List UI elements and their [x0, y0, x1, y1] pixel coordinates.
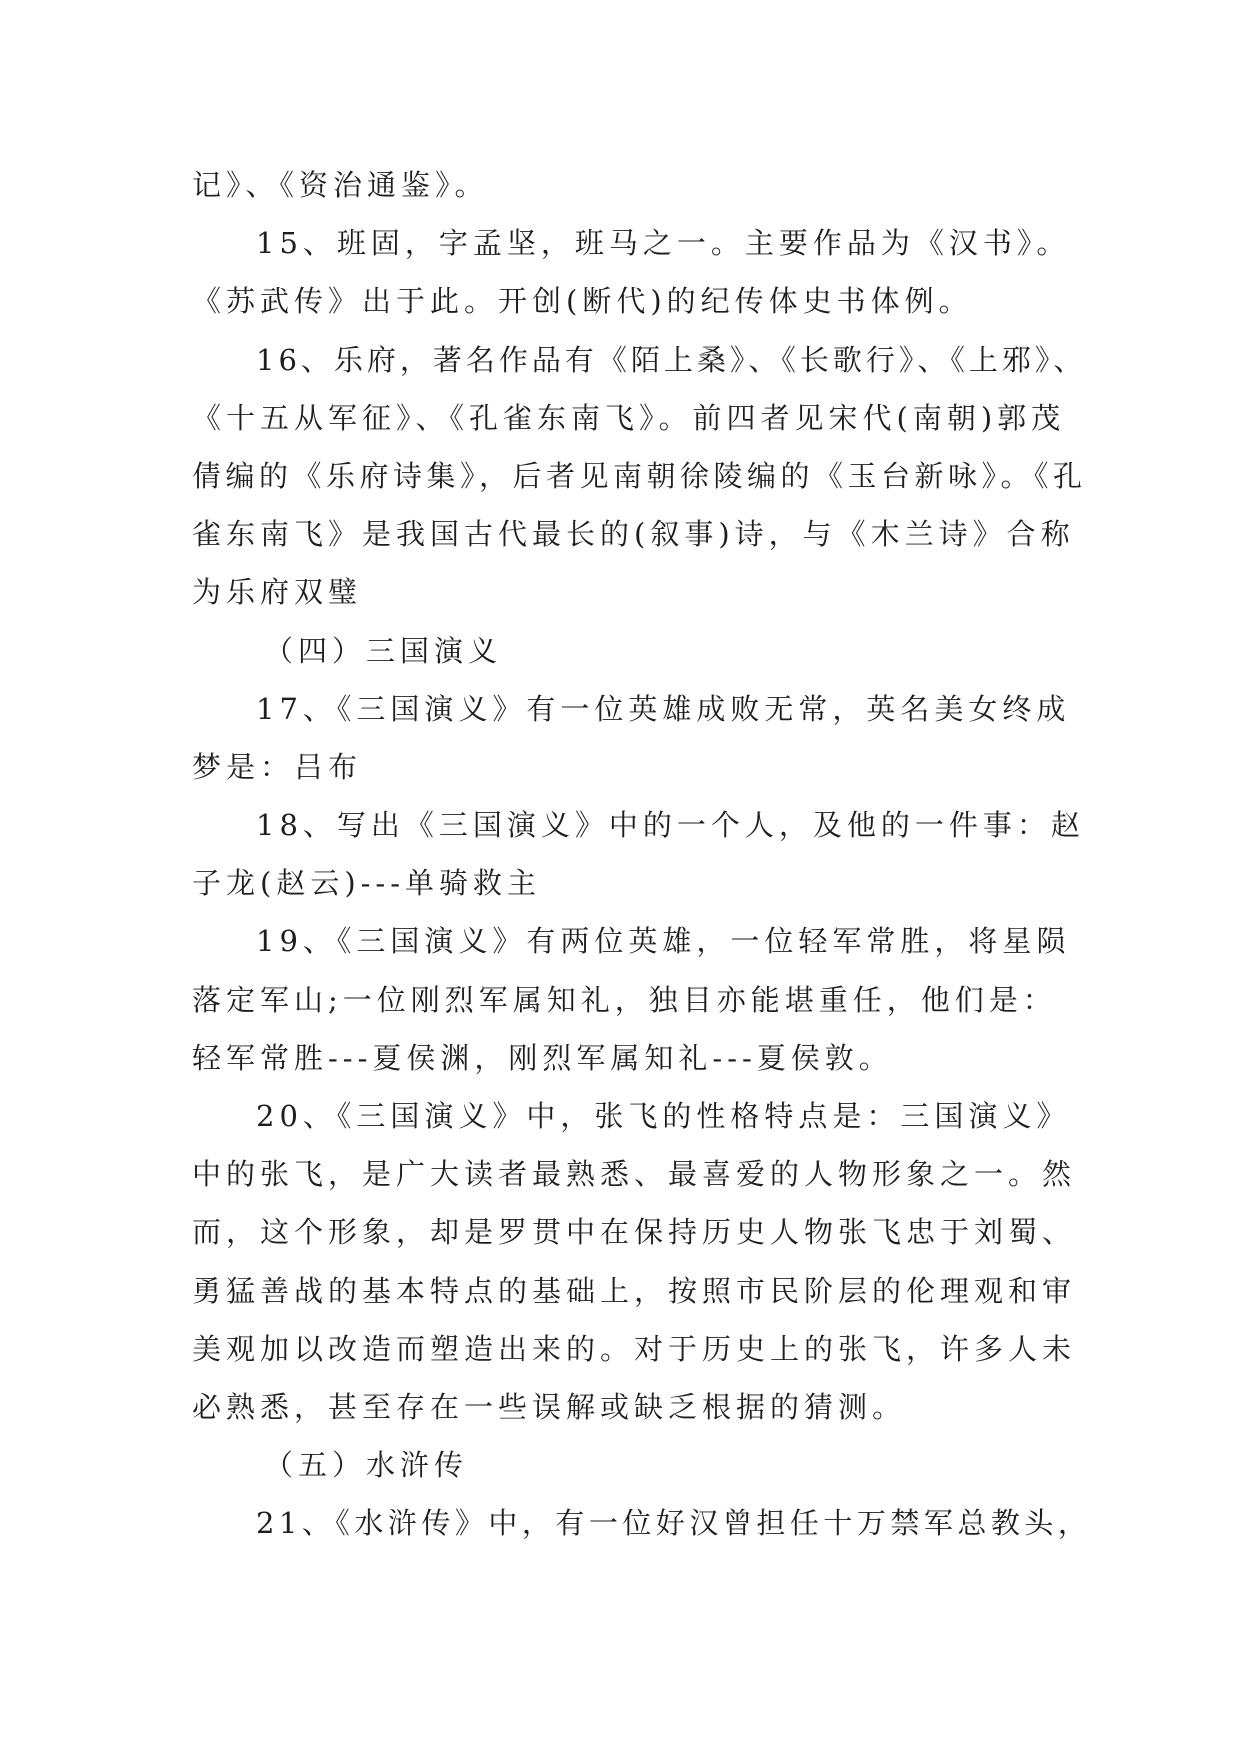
text-line: 倩编的《乐府诗集》，后者见南朝徐陵编的《玉台新咏》。《孔: [192, 458, 1087, 493]
text-line: 《苏武传》出于此。开创(断代)的纪传体史书体例。: [192, 284, 973, 319]
text-line: 梦是：吕布: [192, 749, 363, 784]
text-line: 轻军常胜---夏侯渊，刚烈军属知礼---夏侯敦。: [192, 1040, 893, 1075]
text-line: 勇猛善战的基本特点的基础上，按照市民阶层的伦理观和审: [192, 1273, 1077, 1308]
text-line: 为乐府双璧: [192, 575, 363, 610]
text-line: 子龙(赵云)---单骑救主: [192, 866, 542, 901]
text-line: 必熟悉，甚至存在一些误解或缺乏根据的猜测。: [192, 1389, 907, 1424]
text-line: 17、《三国演义》有一位英雄成败无常，英名美女终成: [256, 691, 1071, 726]
text-line: 中的张飞，是广大读者最熟悉、最喜爱的人物形象之一。然: [192, 1157, 1077, 1192]
text-line: 20、《三国演义》中，张飞的性格特点是：三国演义》: [256, 1099, 1071, 1133]
text-line: 美观加以改造而塑造出来的。对于历史上的张飞，许多人未: [192, 1331, 1077, 1366]
text-line: 21、《水浒传》中，有一位好汉曾担任十万禁军总教头，: [256, 1506, 1092, 1541]
text-line: 15、班固，字孟坚，班马之一。主要作品为《汉书》。: [256, 226, 1071, 261]
text-line: 落定军山;一位刚烈军属知礼，独目亦能堪重任，他们是：: [192, 982, 1057, 1017]
section-heading: （五）水浒传: [264, 1448, 469, 1483]
document-body: [192, 156, 1092, 1553]
text-line: 雀东南飞》是我国古代最长的(叙事)诗，与《木兰诗》合称: [192, 517, 1075, 552]
text-line: 记》、《资治通鉴》。: [192, 168, 489, 202]
text-line: 《十五从军征》、《孔雀东南飞》。前四者见宋代(南朝)郭茂: [192, 400, 1066, 435]
text-line: 18、写出《三国演义》中的一个人，及他的一件事：赵: [256, 808, 1085, 843]
text-line: 19、《三国演义》有两位英雄，一位轻军常胜，将星陨: [256, 924, 1071, 959]
text-line: 而，这个形象，却是罗贯中在保持历史人物张飞忠于刘蜀、: [192, 1215, 1077, 1250]
section-heading: （四）三国演义: [264, 633, 503, 668]
text-line: 16、乐府，著名作品有《陌上桑》、《长歌行》、《上邪》、: [256, 342, 1087, 377]
